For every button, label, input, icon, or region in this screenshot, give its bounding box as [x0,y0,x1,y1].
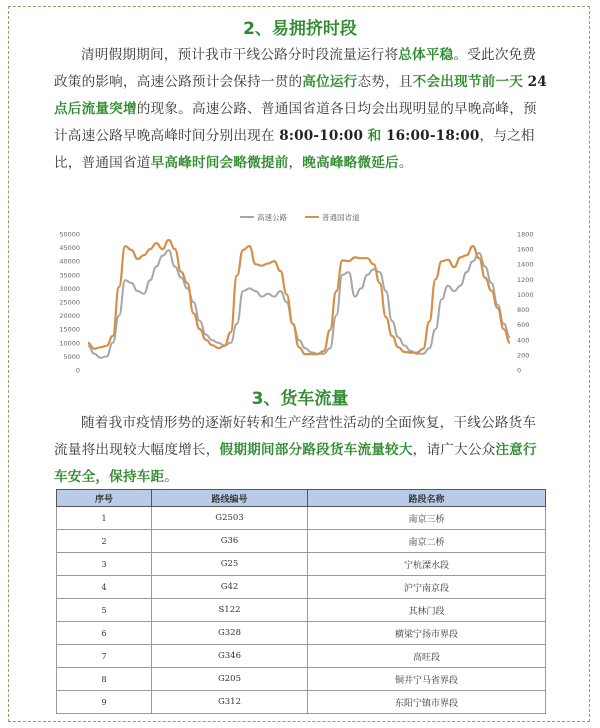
y-right-tick-label: 1600 [517,245,534,254]
series-line-highway [88,250,510,357]
row-section-name: 南京三桥 [308,507,546,530]
row-route-code: G328 [152,622,308,645]
row-index: 7 [57,645,152,668]
row-route-code: G36 [152,530,308,553]
y-left-tick-label: 50000 [59,230,80,239]
header-index: 序号 [57,490,152,507]
y-right-tick-label: 0 [517,366,522,375]
row-route-code: G42 [152,576,308,599]
series-line-national-road [88,240,510,354]
row-section-name: 南京二桥 [308,530,546,553]
row-section-name: 东阳宁镇市界段 [308,691,546,714]
row-index: 1 [57,507,152,530]
table-row [57,553,546,576]
table-header-row [57,490,546,507]
row-section-name: 铜井宁马省界段 [308,668,546,691]
y-right-tick-label: 200 [517,351,530,360]
y-right-tick-label: 1000 [517,290,534,299]
row-index: 6 [57,622,152,645]
y-left-tick-label: 45000 [59,244,80,253]
y-left-tick-label: 0 [75,366,80,375]
row-route-code: G25 [152,553,308,576]
y-right-tick-label: 1800 [517,230,534,239]
table-row [57,530,546,553]
header-section-name: 路段名称 [308,490,546,507]
chart-legend [240,212,360,222]
y-left-tick-label: 20000 [59,312,80,321]
table-row [57,668,546,691]
legend-label: 高速公路 [257,213,287,222]
row-route-code: G346 [152,645,308,668]
section-title-trucks: 3、货车流量 [251,389,349,409]
y-left-tick-label: 15000 [59,325,80,334]
table-row [57,645,546,668]
row-index: 5 [57,599,152,622]
row-section-name: 高旺段 [308,645,546,668]
y-right-tick-label: 1400 [517,260,534,269]
row-route-code: G205 [152,668,308,691]
row-index: 4 [57,576,152,599]
row-section-name: 宁杭溧水段 [308,553,546,576]
traffic-line-chart [40,206,560,376]
y-left-tick-label: 5000 [63,352,80,361]
y-right-tick-label: 800 [517,306,530,315]
y-right-tick-label: 1200 [517,275,534,284]
y-left-tick-label: 30000 [59,284,80,293]
y-left-tick-label: 40000 [59,257,80,266]
row-route-code: G2503 [152,507,308,530]
chart-lines [88,240,510,358]
table-row [57,622,546,645]
table-row [57,599,546,622]
y-left-tick-label: 35000 [59,271,80,280]
row-index: 9 [57,691,152,714]
table-row [57,691,546,714]
y-right-tick-label: 400 [517,336,530,345]
row-section-name: 横梁宁扬市界段 [308,622,546,645]
row-route-code: S122 [152,599,308,622]
y-axis-right [517,231,534,375]
route-table [56,489,546,714]
y-axis-left [59,231,80,375]
row-index: 2 [57,530,152,553]
row-route-code: G312 [152,691,308,714]
table-body [57,507,546,714]
y-left-tick-label: 10000 [59,339,80,348]
table-row [57,576,546,599]
table-row [57,507,546,530]
row-index: 8 [57,668,152,691]
header-route-code: 路线编号 [152,490,308,507]
row-section-name: 其林门段 [308,599,546,622]
truck-paragraph: 随着我市疫情形势的逐渐好转和生产经营性活动的全面恢复，干线公路货车流量将出现较大幅度增长，假期期间部分路段货车流量较大，请广大公众注意行车安全，保持车距。 [54,415,537,485]
legend-label: 普通国省道 [322,213,360,222]
y-left-tick-label: 25000 [59,298,80,307]
row-section-name: 沪宁南京段 [308,576,546,599]
congestion-paragraph: 清明假期期间，预计我市干线公路分时段流量运行将总体平稳。受此次免费政策的影响，高速公路预计会保持一贯的高位运行态势，且不会出现节前一天 24 点后流量突增的现象。高速公路、普通国省道各日均会出现明显的早晚高峰，预计高速公路早晚高峰时间分别出现在 8:00-10:00 和 16:00-18:00，与之相比，普通国省道早高峰时间会略微提前，晚高峰略微延后。 [54,47,547,171]
row-index: 3 [57,553,152,576]
y-right-tick-label: 600 [517,321,530,330]
section-title-congestion: 2、易拥挤时段 [243,19,357,39]
